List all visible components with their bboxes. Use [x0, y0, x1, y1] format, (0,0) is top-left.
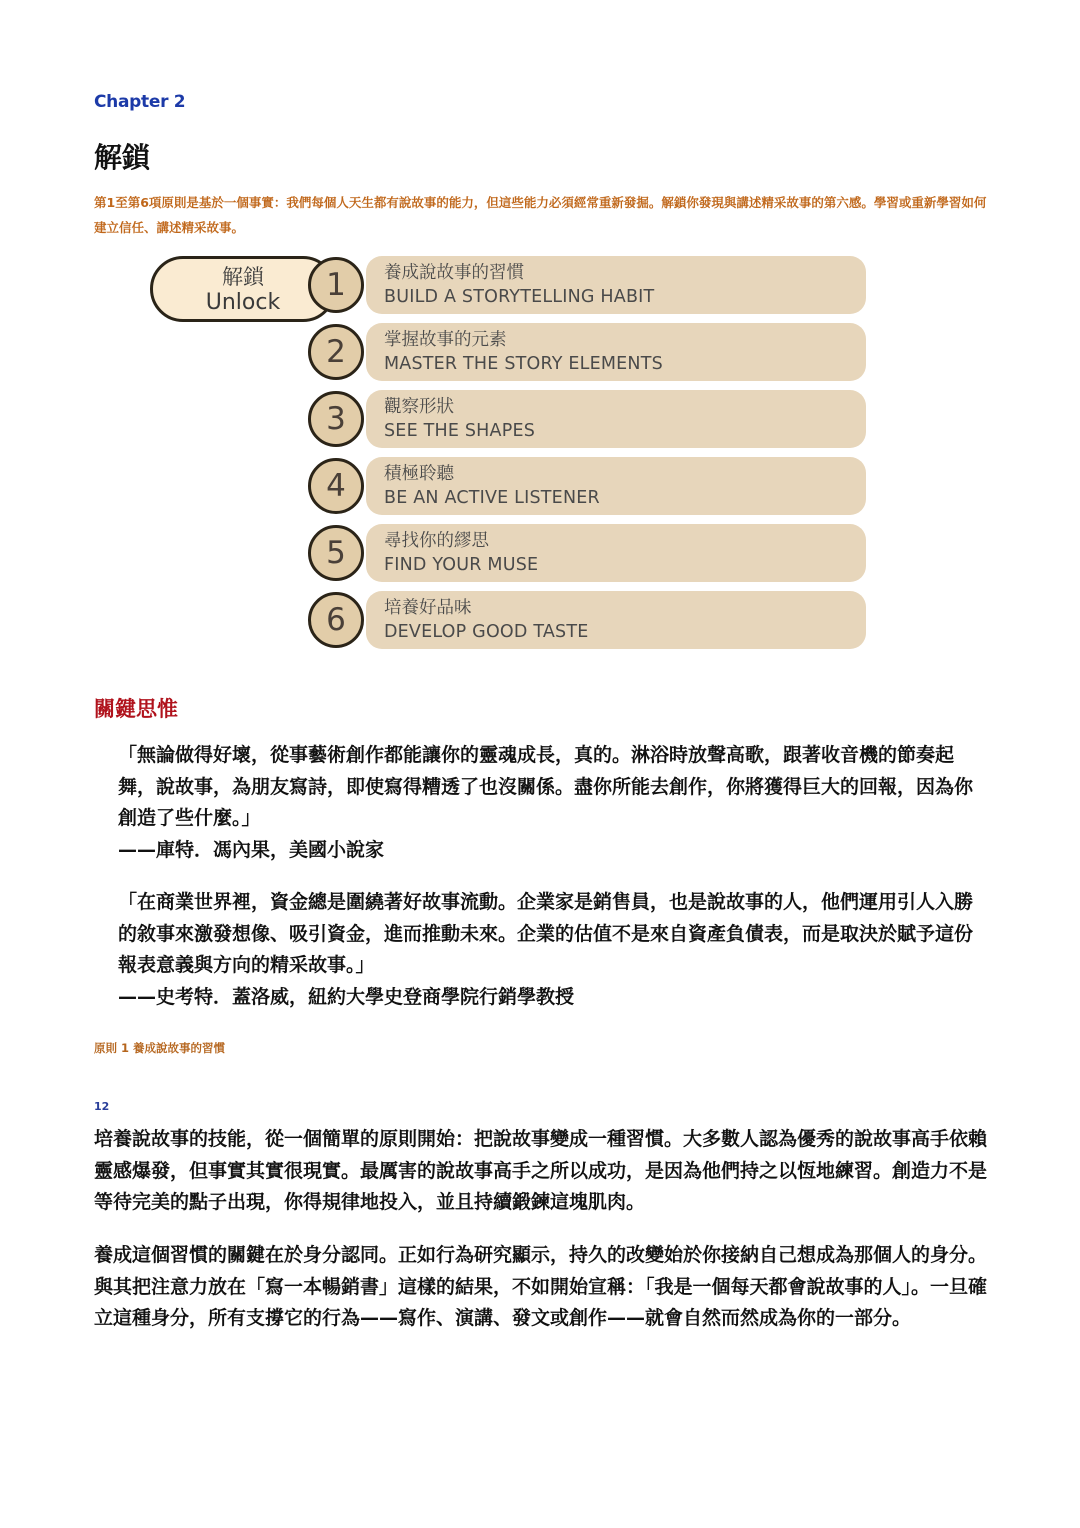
step-label-en: BUILD A STORYTELLING HABIT: [384, 287, 655, 307]
step-number-1: 1: [308, 257, 364, 313]
step-label-zh: 掌握故事的元素: [384, 330, 507, 350]
step-label-en: MASTER THE STORY ELEMENTS: [384, 354, 663, 374]
chapter-intro: 第1至第6項原則是基於一個事實：我們每個人天生都有說故事的能力，但這些能力必須經常重新發掘。解鎖你發現與講述精采故事的第六感。學習或重新學習如何建立信任、講述精采故事。: [94, 195, 987, 235]
step-number-2: 2: [308, 324, 364, 380]
step-bar-2: [366, 323, 866, 381]
quote-attribution: ——庫特．馮內果，美國小說家: [118, 838, 385, 861]
unlock-label-zh: 解鎖: [222, 265, 264, 289]
body-paragraph: 培養說故事的技能，從一個簡單的原則開始：把說故事變成一種習慣。大多數人認為優秀的說故事高手依賴靈感爆發，但事實其實很現實。最厲害的說故事高手之所以成功，是因為他們持之以恆地練習。創造力不是等待完美的點子出現，你得規律地投入，並且持續鍛鍊這塊肌肉。: [94, 1128, 988, 1213]
quote-attribution: ——史考特．蓋洛威，紐約大學史登商學院行銷學教授: [118, 985, 575, 1008]
step-label-zh: 培養好品味: [384, 598, 472, 618]
unlock-label-en: Unlock: [205, 290, 281, 315]
principle-label: 原則 1 養成說故事的習慣: [94, 1041, 226, 1055]
step-label-zh: 觀察形狀: [384, 397, 454, 417]
body-paragraph: 養成這個習慣的關鍵在於身分認同。正如行為研究顯示，持久的改變始於你接納自己想成為那個人的身分。與其把注意力放在「寫一本暢銷書」這樣的結果，不如開始宣稱：「我是一個每天都會說故事的人」。一旦確立這種身分，所有支撐它的行為——寫作、演講、發文或創作——就會自然而然成為你的一部分。: [94, 1244, 988, 1329]
chapter-label: Chapter 2: [94, 92, 186, 112]
step-number-3: 3: [308, 391, 364, 447]
quote-text: 「在商業世界裡，資金總是圍繞著好故事流動。企業家是銷售員，也是說故事的人，他們運用引人入勝的敘事來激發想像、吸引資金，進而推動未來。企業的估值不是來自資產負債表，而是取決於賦予這份報表意義與方向的精采故事。」: [118, 891, 974, 976]
step-number-5: 5: [308, 525, 364, 581]
section-heading: 關鍵思惟: [94, 697, 178, 721]
step-bar-1: [366, 256, 866, 314]
step-label-en: DEVELOP GOOD TASTE: [384, 622, 589, 642]
step-label-zh: 養成說故事的習慣: [384, 263, 524, 283]
quote-block: [118, 887, 988, 1013]
step-number-4: 4: [308, 458, 364, 514]
step-label-zh: 尋找你的繆思: [384, 531, 489, 551]
step-label-en: SEE THE SHAPES: [384, 421, 536, 441]
quote-text: 「無論做得好壞，從事藝術創作都能讓你的靈魂成長，真的。淋浴時放聲高歌，跟著收音機的節奏起舞，說故事，為朋友寫詩，即使寫得糟透了也沒關係。盡你所能去創作，你將獲得巨大的回報，因為你創造了些什麼。」: [118, 744, 974, 829]
step-bar-5: [366, 524, 866, 582]
chapter-title: 解鎖: [94, 141, 151, 174]
step-label-zh: 積極聆聽: [384, 464, 454, 484]
step-bar-6: [366, 591, 866, 649]
step-bar-3: [366, 390, 866, 448]
step-number-6: 6: [308, 592, 364, 648]
step-label-en: FIND YOUR MUSE: [384, 555, 539, 575]
quote-block: [118, 740, 988, 866]
step-bar-4: [366, 457, 866, 515]
step-label-en: BE AN ACTIVE LISTENER: [384, 488, 600, 508]
page-number: 12: [94, 1100, 110, 1113]
